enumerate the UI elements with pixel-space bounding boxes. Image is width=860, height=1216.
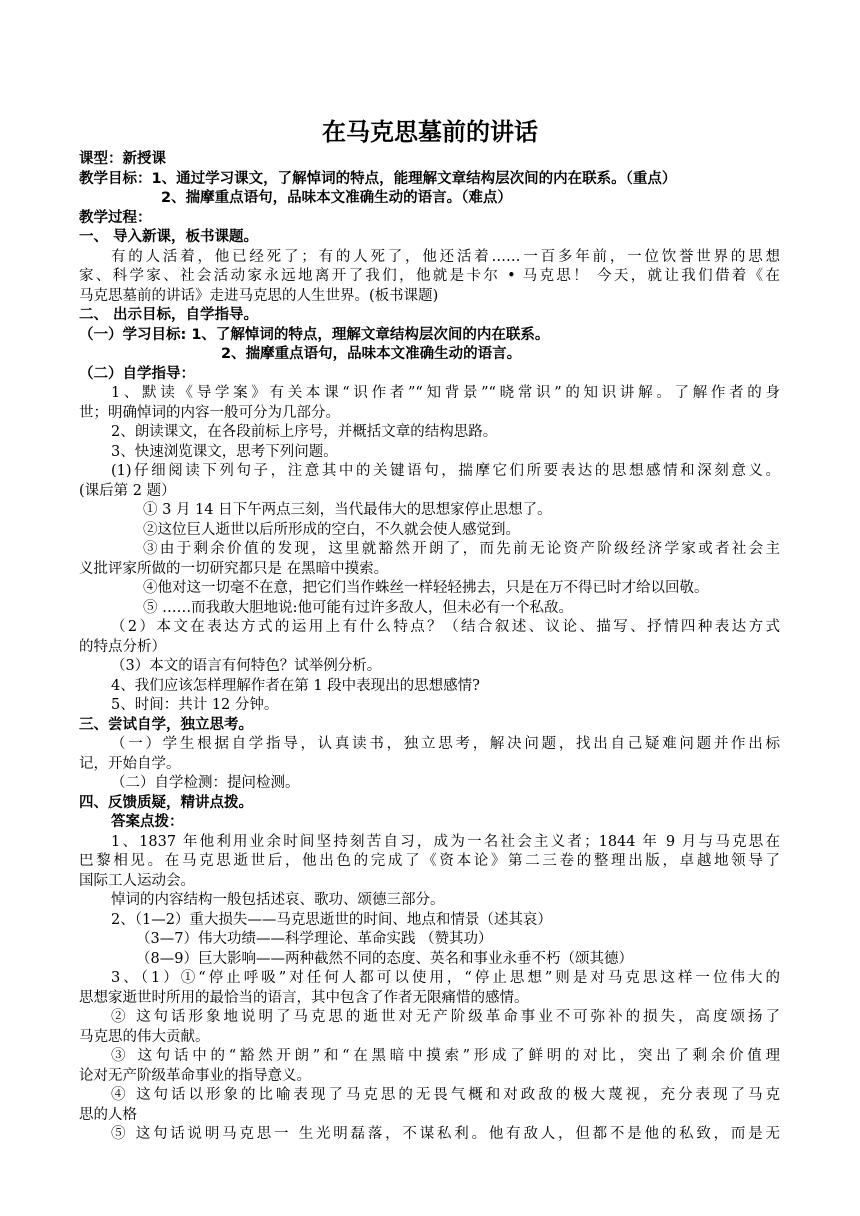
section-1-heading: 一、 导入新课，板书课题。 xyxy=(79,229,259,245)
structure-line-3: （8—9）巨大影响——两种截然不同的态度、英名和事业永垂不朽（颂其德） xyxy=(136,951,633,967)
answer-line: 悼词的内容结构一般包括述哀、歌功、颂德三部分。 xyxy=(111,892,445,908)
teaching-process-heading: 教学过程： xyxy=(79,210,152,226)
structure-line-2: （3—7）伟大功绩——科学理论、革命实践 （赞其功） xyxy=(136,931,493,947)
learning-goal-1: （一）学习目标: 1、了解悼词的特点，理解文章结构层次间的内在联系。 xyxy=(79,327,550,343)
guide-line: 4、我们应该怎样理解作者在第 1 段中表现出的思想感情? xyxy=(111,678,480,694)
document-title: 在马克思墓前的讲话 xyxy=(322,118,538,146)
answer-line: 论对无产阶级革命事业的指导意义。 xyxy=(79,1068,311,1084)
answer-line: 国际工人运动会。 xyxy=(79,873,195,889)
guide-line: 世；明确悼词的内容一般可分为几部分。 xyxy=(79,405,340,421)
lesson-type: 课型：新授课 xyxy=(79,151,166,167)
sentence-1: ① 3 月 14 日下午两点三刻，当代最伟大的思想家停止思想了。 xyxy=(143,502,552,518)
question-2-cont: 的特点分析） xyxy=(79,639,166,655)
answer-heading: 答案点拨： xyxy=(111,814,184,830)
section-3-heading: 三、尝试自学，独立思考。 xyxy=(79,717,253,733)
sentence-3-cont: 义批评家所做的一切研究都只是 在黑暗中摸索。 xyxy=(79,561,389,577)
answer-line: ③ 这句话中的“豁然开朗”和“在黑暗中摸索”形成了鲜明的对比，突出了剩余价值理 xyxy=(111,1048,780,1064)
answer-line: 巴黎相见。在马克思逝世后，他出色的完成了《资本论》第二三卷的整理出版，卓越地领导了 xyxy=(79,853,780,869)
self-study-line: （一）学生根据自学指导，认真读书，独立思考，解决问题，找出自己疑难问题并作出标 xyxy=(111,736,780,752)
guide-line: 3、快速浏览课文，思考下列问题。 xyxy=(111,444,338,460)
answer-line: ② 这句话形象地说明了马克思的逝世对无产阶级革命事业不可弥补的损失，高度颂扬了 xyxy=(111,1009,780,1025)
guide-line: 1、默读《导学案》有关本课“识作者”“知背景”“晓常识”的知识讲解。了解作者的身 xyxy=(111,385,780,401)
answer-line: 3、（1）①“停止呼吸”对任何人都可以使用，“停止思想”则是对马克思这样一位伟大的 xyxy=(111,970,780,986)
intro-paragraph-line: 马克思墓前的讲话》走进马克思的人生世界。(板书课题) xyxy=(79,288,439,304)
question-3: （3）本文的语言有何特色？试举例分析。 xyxy=(111,658,382,674)
question-line: (课后第 2 题） xyxy=(79,483,176,499)
question-2: （2）本文在表达方式的运用上有什么特点？（结合叙述、议论、描写、抒情四种表达方式 xyxy=(111,619,780,635)
self-study-line: （二）自学检测：提问检测。 xyxy=(111,775,300,791)
intro-paragraph-line: 有的人活着，他已经死了；有的人死了，他还活着……一百多年前，一位饮誉世界的思想 xyxy=(111,249,780,265)
sentence-5: ⑤ ……而我敢大胆地说:他可能有过许多敌人，但未必有一个私敌。 xyxy=(143,600,573,616)
self-study-heading: （二）自学指导： xyxy=(79,366,195,382)
learning-goal-2: 2、揣摩重点语句，品味本文准确生动的语言。 xyxy=(221,346,522,362)
guide-line: 5、时间：共计 12 分钟。 xyxy=(111,697,279,713)
section-2-heading: 二、 出示目标，自学指导。 xyxy=(79,307,259,323)
answer-line: 马克思的伟大贡献。 xyxy=(79,1029,210,1045)
self-study-line: 记，开始自学。 xyxy=(79,756,181,772)
answer-line: ④ 这句话以形象的比喻表现了马克思的无畏气概和对政敌的极大蔑视，充分表现了马克 xyxy=(111,1087,780,1103)
answer-line: 思想家逝世时所用的最恰当的语言，其中包含了作者无限痛惜的感情。 xyxy=(79,990,529,1006)
answer-line: ⑤ 这句话说明马克思一 生光明磊落，不谋私利。他有敌人，但都不是他的私致，而是无 xyxy=(111,1126,780,1142)
answer-line: 1、1837 年他利用业余时间坚持刻苦自习，成为一名社会主义者；1844 年 9 月与马克思在 xyxy=(111,834,780,850)
teaching-objective-1: 教学目标：1、通过学习课文，了解悼词的特点，能理解文章结构层次间的内在联系。（重点） xyxy=(79,171,677,187)
guide-line: 2、朗读课文，在各段前标上序号，并概括文章的结构思路。 xyxy=(111,424,498,440)
structure-line-1: 2、（1—2）重大损失——马克思逝世的时间、地点和情景（述其哀） xyxy=(111,912,552,928)
question-line: (1)仔细阅读下列句子，注意其中的关键语句，揣摩它们所要表达的思想感情和深刻意义。 xyxy=(111,463,780,479)
sentence-3: ③由于剩余价值的发现，这里就豁然开朗了，而先前无论资产阶级经济学家或者社会主 xyxy=(143,541,780,557)
answer-line: 思的人格 xyxy=(79,1107,137,1123)
sentence-4: ④他对这一切毫不在意，把它们当作蛛丝一样轻轻拂去，只是在万不得已时才给以回敬。 xyxy=(143,580,709,596)
sentence-2: ②这位巨人逝世以后所形成的空白，不久就会使人感觉到。 xyxy=(143,522,520,538)
teaching-objective-2: 2、揣摩重点语句，品味本文准确生动的语言。（难点） xyxy=(161,190,512,206)
section-4-heading: 四、反馈质疑，精讲点拨。 xyxy=(79,795,253,811)
intro-paragraph-line: 家、科学家、社会活动家永远地离开了我们，他就是卡尔 • 马克思！ 今天，就让我们借着《在 xyxy=(79,268,780,284)
